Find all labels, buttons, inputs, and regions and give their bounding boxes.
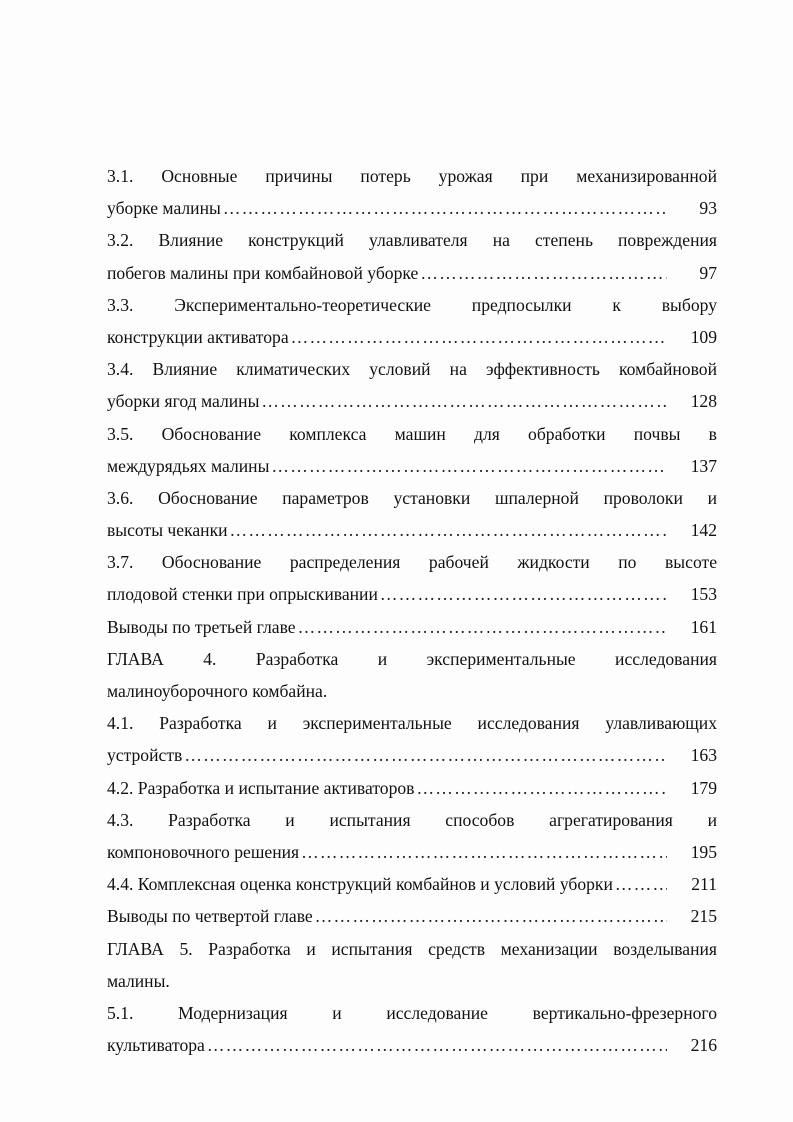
toc-entry: [107, 482, 717, 546]
heading-line: ГЛАВА 5. Разработка и испытания средств механизации возделывания: [107, 938, 717, 959]
toc-entry: [107, 997, 717, 1061]
toc-entry: [107, 546, 717, 610]
toc-entry: [107, 900, 717, 932]
dot-leader: [291, 321, 667, 353]
dot-leader: [298, 611, 667, 643]
entry-title-last-line: 4.4. Комплексная оценка конструкций комбайнов и условий уборки: [107, 874, 613, 895]
entry-title-line: 3.4. Влияние климатических условий на эффективность комбайновой: [107, 359, 717, 380]
entry-title-last-line: плодовой стенки при опрыскивании: [107, 584, 378, 605]
page-number: 128: [690, 391, 717, 412]
toc-entry: [107, 353, 717, 417]
entry-leader-row: [107, 514, 717, 546]
dot-leader: [380, 578, 667, 610]
entry-title-line: 5.1. Модернизация и исследование вертикально-фрезерного: [107, 1002, 717, 1023]
page-number: 153: [690, 584, 717, 605]
page-number: 93: [699, 198, 717, 219]
heading-line: ГЛАВА 4. Разработка и экспериментальные исследования: [107, 648, 717, 669]
page-number: 179: [690, 777, 717, 798]
entry-leader-row: [107, 192, 717, 224]
entry-title-last-line: устройств: [107, 745, 183, 766]
dot-leader: [230, 514, 667, 546]
entry-title-last-line: Выводы по третьей главе: [107, 616, 296, 637]
toc-entry: [107, 804, 717, 868]
page-number: 211: [691, 874, 717, 895]
page-number: 161: [690, 616, 717, 637]
entry-title-last-line: высоты чеканки: [107, 520, 228, 541]
page-number: 97: [699, 262, 717, 283]
toc-entry: [107, 224, 717, 288]
entry-title-line: 3.5. Обоснование комплекса машин для обработки почвы в: [107, 423, 717, 444]
entry-leader-row: [107, 868, 717, 900]
entry-title-line: 3.3. Экспериментально-теоретические предпосылки к выбору: [107, 294, 717, 315]
page-number: 163: [690, 745, 717, 766]
toc-entry: [107, 418, 717, 482]
entry-leader-row: [107, 772, 717, 804]
dot-leader: [261, 385, 667, 417]
heading-line: малиноуборочного комбайна.: [107, 681, 328, 701]
entry-title-last-line: Выводы по четвертой главе: [107, 906, 313, 927]
toc-entry: [107, 868, 717, 900]
entry-title-line: 4.1. Разработка и экспериментальные исследования улавливающих: [107, 713, 717, 734]
page-number: 142: [690, 520, 717, 541]
entry-title-line: 3.6. Обоснование параметров установки шпалерной проволоки и: [107, 487, 717, 508]
entry-title-line: 4.3. Разработка и испытания способов агрегатирования и: [107, 809, 717, 830]
toc-chapter-heading: [107, 933, 717, 997]
page-number: 137: [690, 455, 717, 476]
entry-title-line: 3.7. Обоснование распределения рабочей жидкости по высоте: [107, 552, 717, 573]
entry-leader-row: [107, 900, 717, 932]
entry-leader-row: [107, 739, 717, 771]
heading-line: малины.: [107, 970, 170, 991]
entry-title-last-line: культиватора: [107, 1035, 205, 1056]
toc-entry: [107, 707, 717, 771]
page-number: 195: [690, 841, 717, 862]
page-number: 216: [690, 1035, 717, 1056]
entry-leader-row: [107, 836, 717, 868]
entry-leader-row: [107, 611, 717, 643]
entry-title-last-line: конструкции активатора: [107, 326, 289, 347]
dot-leader: [315, 900, 667, 932]
entry-leader-row: [107, 1029, 717, 1061]
toc-entry: [107, 772, 717, 804]
dot-leader: [416, 772, 667, 804]
entry-title-last-line: междурядьях малины: [107, 455, 270, 476]
dot-leader: [184, 739, 667, 771]
entry-title-last-line: компоновочного решения: [107, 841, 300, 862]
dot-leader: [207, 1029, 667, 1061]
entry-title-last-line: побегов малины при комбайновой уборке: [107, 262, 419, 283]
entry-leader-row: [107, 257, 717, 289]
entry-title-last-line: уборке малины: [107, 198, 221, 219]
dot-leader: [420, 257, 667, 289]
dot-leader: [301, 836, 667, 868]
entry-leader-row: [107, 450, 717, 482]
page-number: 215: [690, 906, 717, 927]
entry-title-last-line: 4.2. Разработка и испытание активаторов: [107, 777, 415, 798]
entry-leader-row: [107, 578, 717, 610]
toc-entry: [107, 611, 717, 643]
table-of-contents: [107, 160, 717, 1061]
toc-chapter-heading: [107, 643, 717, 707]
dot-leader: [223, 192, 667, 224]
entry-title-line: 3.1. Основные причины потерь урожая при механизированной: [107, 166, 717, 186]
dot-leader: [271, 450, 667, 482]
dot-leader: [615, 868, 667, 900]
entry-leader-row: [107, 385, 717, 417]
entry-title-last-line: уборки ягод малины: [107, 391, 260, 412]
entry-title-line: 3.2. Влияние конструкций улавливателя на степень повреждения: [107, 230, 717, 251]
entry-leader-row: [107, 321, 717, 353]
page-number: 109: [690, 326, 717, 347]
toc-entry: [107, 160, 717, 224]
toc-entry: [107, 289, 717, 353]
